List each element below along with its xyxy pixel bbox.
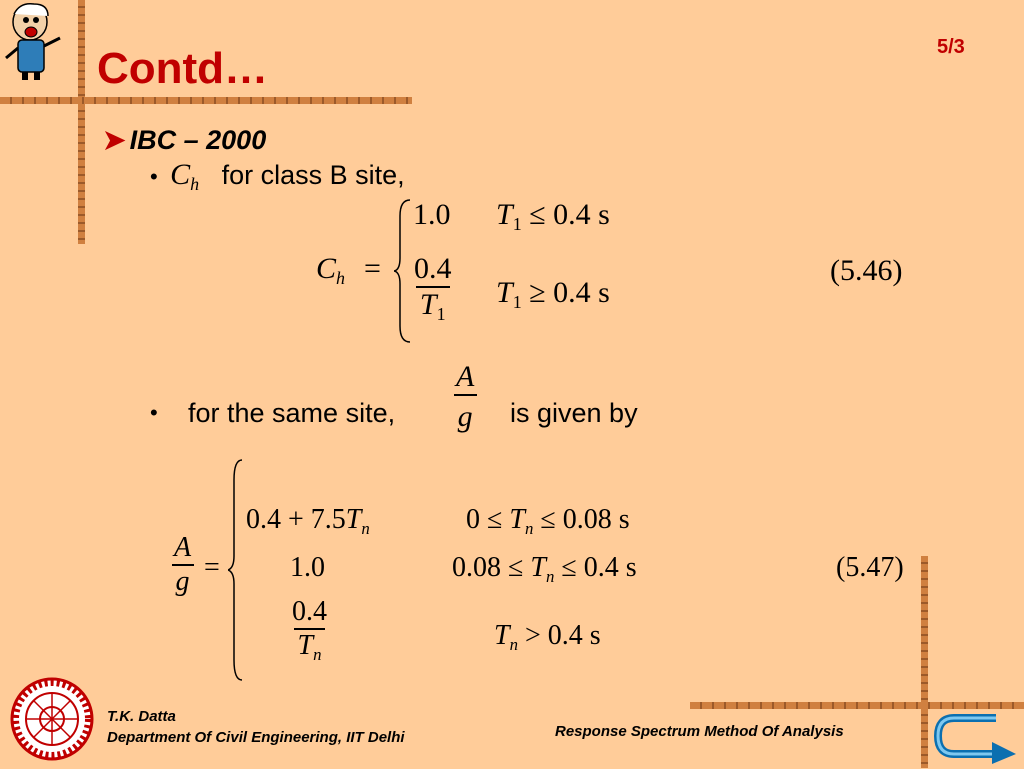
bullet-given-by-text: is given by	[510, 398, 638, 428]
return-arrow-icon[interactable]	[934, 712, 1020, 764]
cartoon-professor-icon	[0, 0, 70, 82]
footer-topic: Response Spectrum Method Of Analysis	[555, 723, 844, 740]
footer-author-block	[107, 706, 405, 748]
eq47-row1-condition: $0 \le T_n \le 0.08$ s	[466, 504, 630, 538]
bullet-same-site-text: for the same site,	[188, 398, 396, 428]
eq46-case1-condition: $T_1 \le 0.4$ s	[496, 198, 610, 234]
page-number: 5/3	[937, 36, 965, 58]
eq47-row2-condition: $0.08 \le T_n \le 0.4$ s	[452, 552, 637, 586]
bullet-dot: •	[150, 400, 158, 425]
slide-title: Contd…	[97, 44, 269, 93]
eq47-row1-value: $0.4 + 7.5T_n$	[246, 504, 370, 538]
eq46-case2-fraction: $\frac{0.4}{T_1}$	[414, 252, 452, 324]
eq46-case1-value: 1.0	[413, 198, 451, 231]
ch-symbol: $C_h$	[170, 158, 200, 194]
bullet-class-b-text: for class B site,	[221, 160, 405, 190]
bullet-same-site	[150, 360, 710, 460]
right-vertical-bar	[921, 556, 928, 768]
footer-department: Department Of Civil Engineering, IIT Delhi	[107, 729, 405, 746]
eq46-label: (5.46)	[830, 254, 903, 287]
equation-5-46	[316, 196, 936, 346]
left-vertical-bar	[78, 0, 85, 244]
eq47-row3-condition: $T_n > 0.4$ s	[494, 620, 601, 654]
eq47-equals: =	[204, 552, 220, 583]
eq47-row2-value: 1.0	[290, 552, 325, 583]
top-horizontal-bar	[0, 97, 412, 104]
bullet-class-b	[150, 158, 405, 195]
bullet-heading-text: IBC – 2000	[129, 125, 267, 155]
bullet-heading	[103, 125, 266, 156]
bottom-horizontal-bar	[690, 702, 1024, 709]
arrow-bullet-icon: ➤	[103, 125, 126, 155]
footer-author: T.K. Datta	[107, 708, 176, 725]
eq46-equals: =	[364, 252, 381, 285]
equation-5-47	[170, 456, 920, 686]
eq47-brace	[228, 456, 246, 684]
iit-delhi-logo-icon	[10, 677, 94, 761]
eq47-row3-fraction: $\frac{0.4}{T_n}$	[292, 596, 327, 664]
eq46-lhs: $C_h$	[316, 252, 346, 288]
bullet-dot: •	[150, 164, 158, 189]
eq47-lhs-fraction: $\frac{A}{g}$	[170, 532, 195, 598]
a-over-g-fraction: $\frac{A}{g}$	[452, 360, 478, 434]
eq46-case2-condition: $T_1 \ge 0.4$ s	[496, 276, 610, 312]
eq47-label: (5.47)	[836, 552, 904, 583]
